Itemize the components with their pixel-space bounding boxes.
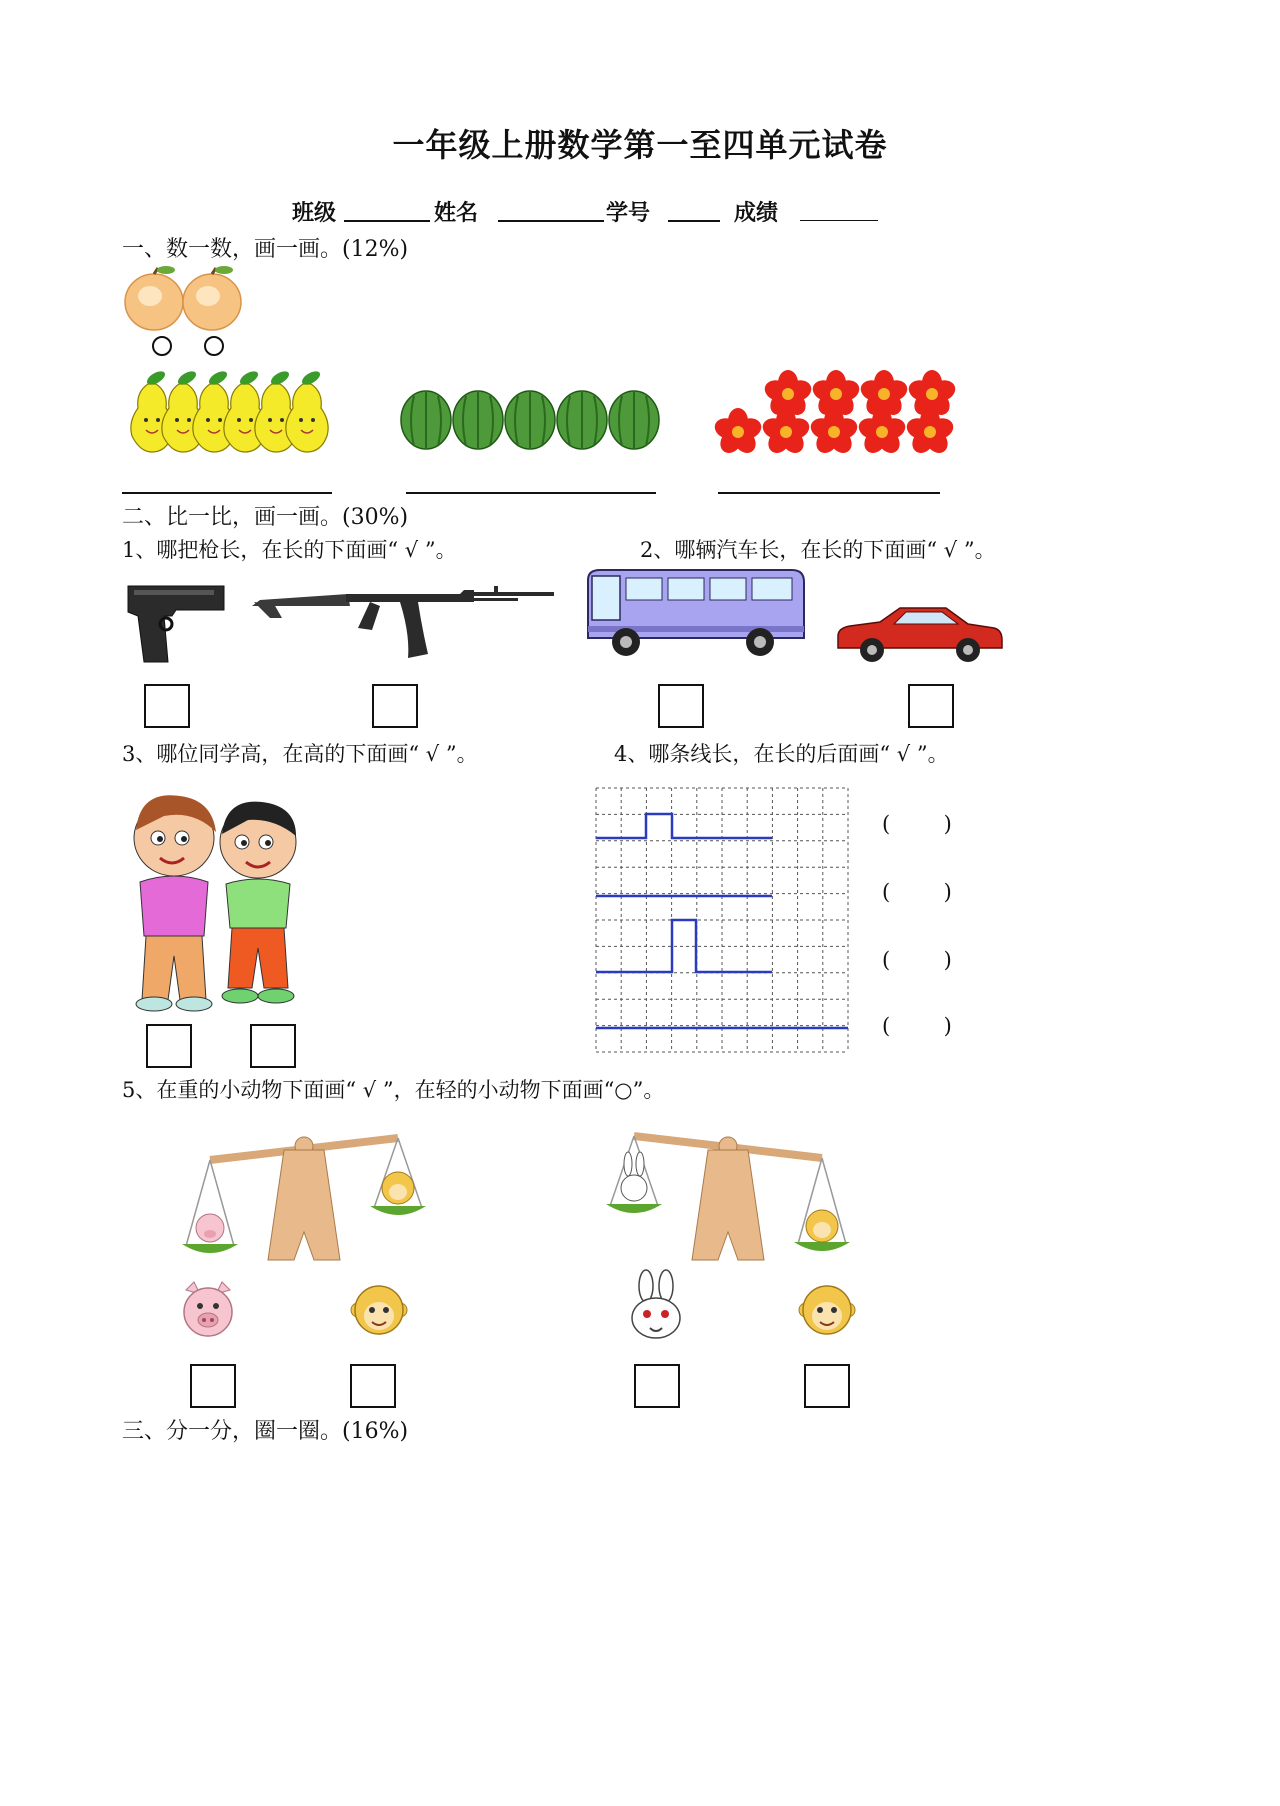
question-1: 1、哪把枪长，在长的下面画“ √ ”。 (122, 538, 457, 562)
flower-group (712, 370, 954, 458)
melon-group (400, 388, 662, 452)
melon-icon (557, 391, 607, 449)
balance-scale-1 (180, 1120, 426, 1266)
monkey-icon (350, 1280, 408, 1340)
section2-heading: 二、比一比，画一画。(30%) (122, 505, 409, 530)
melon-icon (505, 391, 555, 449)
name-label: 姓名 (434, 200, 479, 226)
answer-line-melons[interactable] (406, 492, 656, 494)
monkey-icon (798, 1280, 856, 1340)
bus-icon (582, 566, 808, 662)
peach-group (122, 262, 262, 334)
paren-line-3[interactable]: ( ) (882, 948, 952, 972)
flower-icon (856, 408, 908, 457)
paren-line-1[interactable]: ( ) (882, 812, 952, 836)
grid-lines (596, 788, 848, 1052)
section3-heading: 三、分一分，圈一圈。(16%) (122, 1419, 409, 1444)
answer-box-bus[interactable] (658, 684, 704, 728)
question-2: 2、哪辆汽车长，在长的下面画“ √ ”。 (640, 538, 996, 562)
rabbit-icon (626, 1270, 686, 1342)
page-title: 一年级上册数学第一至四单元试卷 (392, 126, 888, 164)
question-3: 3、哪位同学高，在高的下面画“ √ ”。 (122, 742, 478, 766)
melon-icon (609, 391, 659, 449)
question-5: 5、在重的小动物下面画“ √ ”，在轻的小动物下面画“○”。 (122, 1078, 665, 1102)
rabbit-icon (621, 1152, 647, 1201)
answer-box-car[interactable] (908, 684, 954, 728)
students-picture (124, 786, 304, 1022)
answer-box-pistol[interactable] (144, 684, 190, 728)
girl-icon (134, 795, 216, 1011)
paren-line-2[interactable]: ( ) (882, 880, 952, 904)
score-blank[interactable] (800, 220, 878, 221)
section1-heading: 一、数一数，画一画。(12%) (122, 237, 409, 262)
pistol-icon (124, 582, 228, 666)
peach-icon (125, 266, 183, 330)
pig-icon (196, 1214, 224, 1242)
answer-box-rifle[interactable] (372, 684, 418, 728)
flower-icon (904, 408, 956, 457)
pear-group (126, 370, 344, 454)
score-label: 成绩 (734, 200, 779, 226)
number-blank[interactable] (668, 220, 720, 222)
answer-box-pig[interactable] (190, 1364, 236, 1408)
pear-icon (286, 369, 328, 452)
answer-box-monkey-2[interactable] (804, 1364, 850, 1408)
monkey-icon (382, 1172, 414, 1204)
car-icon (834, 602, 1004, 666)
peach-icon (183, 266, 241, 330)
flower-icon (760, 408, 812, 457)
number-label: 学号 (606, 200, 651, 226)
melon-icon (401, 391, 451, 449)
melon-icon (453, 391, 503, 449)
answer-box-rabbit[interactable] (634, 1364, 680, 1408)
answer-line-pears[interactable] (122, 492, 332, 494)
rifle-icon (250, 584, 556, 664)
question-4: 4、哪条线长，在长的后面画“ √ ”。 (614, 742, 949, 766)
flower-icon (808, 408, 860, 457)
flower-icon (712, 408, 764, 457)
line-1 (596, 814, 772, 838)
example-circle (152, 336, 172, 356)
answer-line-flowers[interactable] (718, 492, 940, 494)
paren-line-4[interactable]: ( ) (882, 1014, 952, 1038)
answer-box-monkey-1[interactable] (350, 1364, 396, 1408)
class-blank[interactable] (344, 220, 430, 222)
monkey-icon (806, 1210, 838, 1242)
example-circle (204, 336, 224, 356)
answer-box-boy[interactable] (250, 1024, 296, 1068)
class-label: 班级 (292, 200, 337, 226)
line-grid (596, 788, 848, 1052)
boy-icon (220, 802, 296, 1003)
balance-scale-2 (604, 1118, 850, 1266)
name-blank[interactable] (498, 220, 604, 222)
pig-icon (180, 1280, 236, 1340)
answer-box-girl[interactable] (146, 1024, 192, 1068)
